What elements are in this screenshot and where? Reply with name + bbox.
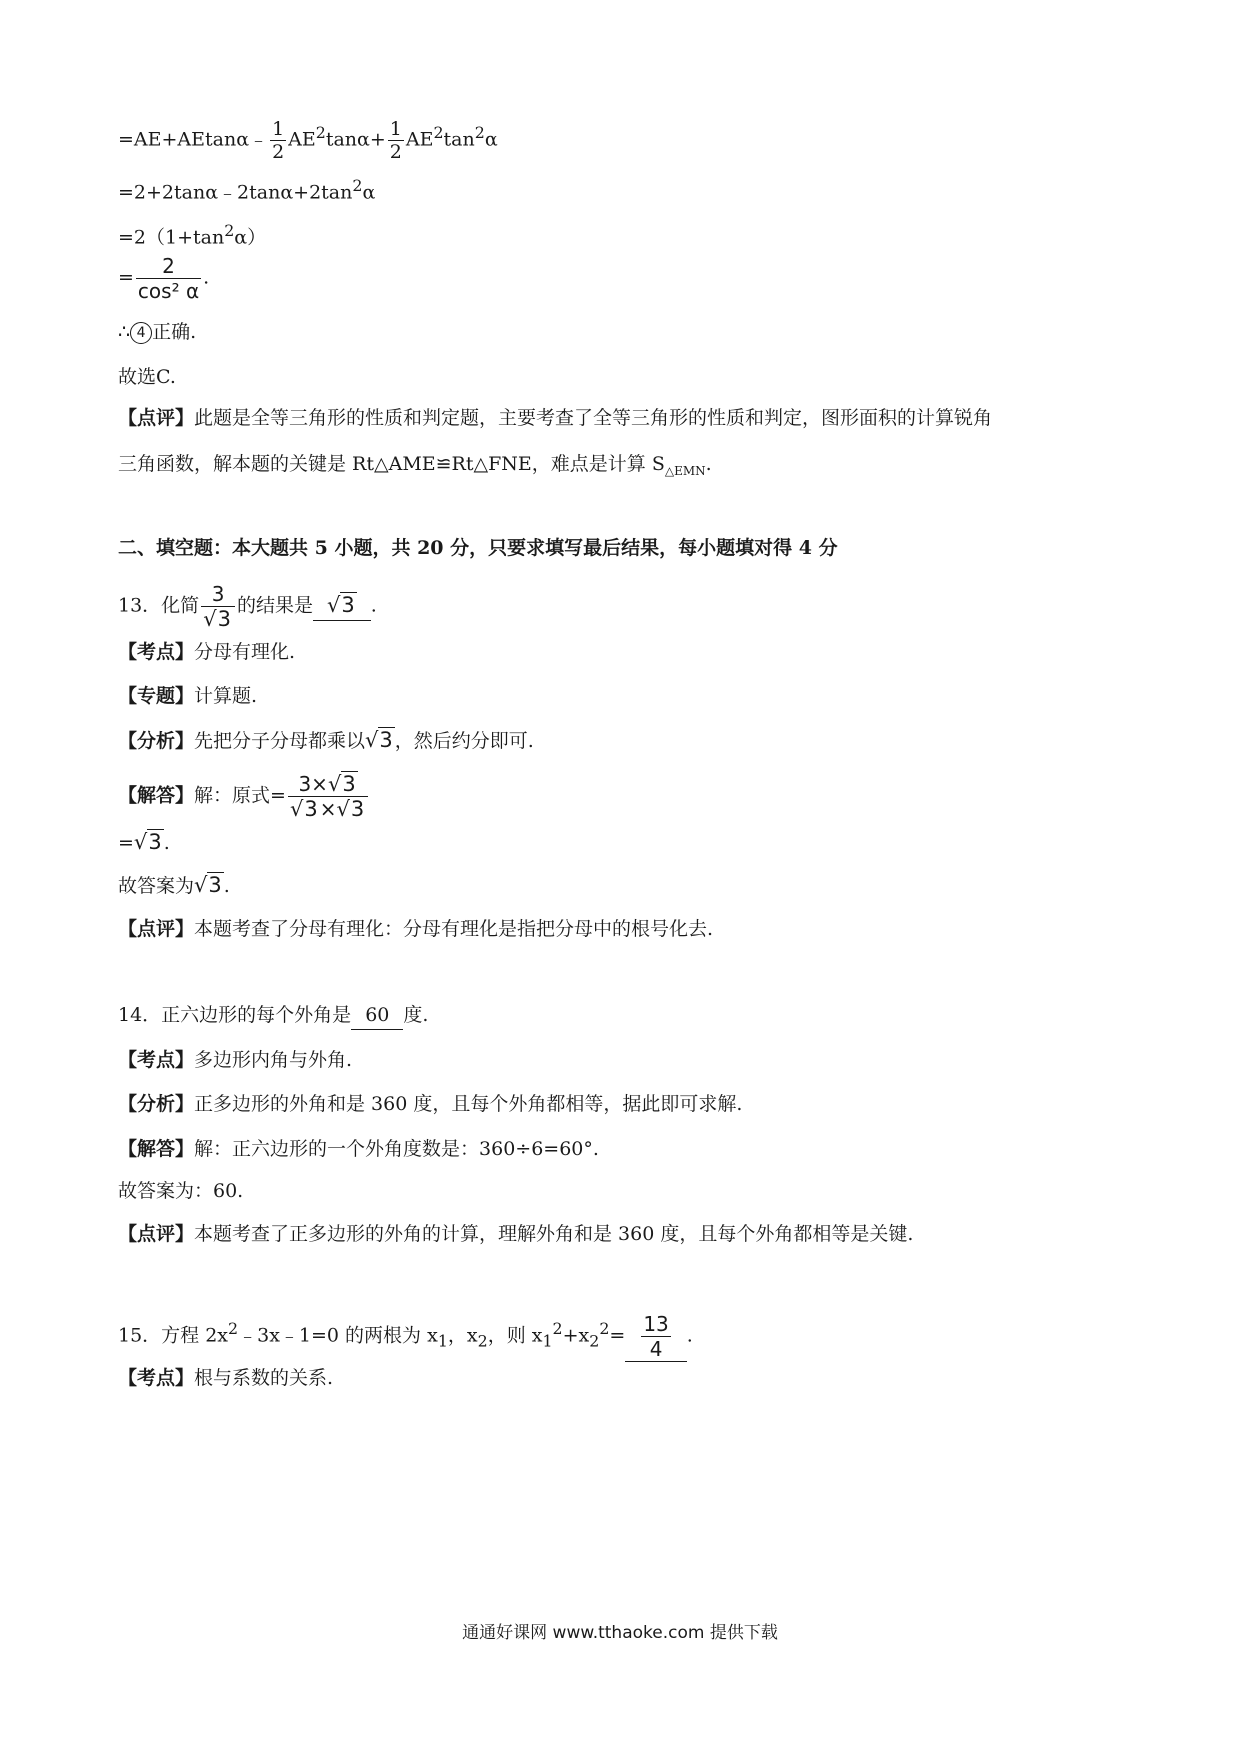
q15-stem: 15．方程 $2x^2﹣3x﹣1=0$ 的两根为 $x_1$，$x_2$，则 $x_1^2+x_2^2=$ $\frac{13}{4}$ .	[118, 1312, 693, 1361]
q13-answer-blank: √3	[313, 591, 371, 621]
q15-answer-blank	[625, 1312, 686, 1362]
q13-daan: 故答案为√3 .	[118, 873, 230, 897]
formula-line-3: $=2(1+\tan^2\alpha)$	[118, 221, 267, 249]
q14-jieda: 【解答】解：正六边形的一个外角度数是：360÷6=60°.	[118, 1138, 599, 1160]
q13-result: =√3 .	[118, 830, 170, 854]
q13-stem: 13．化简 $\frac{3}{√3}$ 的结果是 √3 .	[118, 582, 377, 631]
comment-line-1: 【点评】此题是全等三角形的性质和判定题，主要考查了全等三角形的性质和判定，图形面积的计算锐角	[118, 407, 993, 429]
formula-line-4: = $\frac{2}{\text{cos² α}}$ .	[118, 254, 210, 303]
comment-line-2: 三角函数，解本题的关键是 Rt△AME≌Rt△FNE，难点是计算 $S_{\triangle EMN}$.	[118, 453, 712, 478]
q13-fenxi: 【分析】先把分子分母都乘以√3 ，然后约分即可.	[118, 728, 534, 752]
fraction-half: $\frac{1}{2}$	[389, 118, 402, 163]
page-footer: 通通好课网 www.tthaoke.com 提供下载	[462, 1623, 778, 1643]
comment-label: 【点评】	[118, 407, 195, 429]
circled-number: 4	[130, 322, 152, 344]
q13-kaodian: 【考点】分母有理化.	[118, 641, 296, 663]
formula-line-2: $=2+2\tan\alpha﹣2\tan\alpha+2\tan^2\alpha$	[118, 176, 376, 204]
q13-jieda: 【解答】解：原式= $\frac{3\times√3}{√3 \times√3}$	[118, 772, 370, 821]
q13-jieda-fraction: $\frac{3\times√3}{√3 \times√3}$	[288, 772, 368, 821]
q13-zhuanti: 【专题】计算题.	[118, 685, 258, 707]
section-heading: 二、填空题：本大题共 5 小题，共 20 分，只要求填写最后结果，每小题填对得 4 分	[118, 537, 838, 559]
q14-kaodian: 【考点】多边形内角与外角.	[118, 1049, 353, 1071]
q14-fenxi: 【分析】正多边形的外角和是 360 度，且每个外角都相等，据此即可求解.	[118, 1093, 743, 1115]
conclusion-line: ∴ 4 正确.	[118, 321, 197, 343]
sqrt-symbol: √3	[203, 607, 231, 631]
q15-kaodian: 【考点】根与系数的关系.	[118, 1367, 334, 1389]
q14-daan: 故答案为：60.	[118, 1180, 244, 1202]
q14-dianping: 【点评】本题考查了正多边形的外角的计算，理解外角和是 360 度，且每个外角都相等是关键.	[118, 1223, 914, 1245]
formula-line-1: =AE+AEtanα﹣ $\frac{1}{2}$ $AE^2\tan\alpha+$ $\frac{1}{2}$ $AE^2\tan^2\alpha$	[118, 118, 498, 163]
fraction-cos: $\frac{2}{\text{cos² α}}$	[137, 254, 200, 303]
q13-dianping: 【点评】本题考查了分母有理化：分母有理化是指把分母中的根号化去.	[118, 918, 714, 940]
fraction-half: $\frac{1}{2}$	[272, 118, 285, 163]
choice-line: 故选C.	[118, 366, 176, 388]
q13-fraction: $\frac{3}{√3}$	[201, 582, 235, 631]
q14-stem: 14．正六边形的每个外角是 60 度.	[118, 1001, 428, 1030]
formula-text: =AE+AEtanα﹣	[118, 128, 269, 151]
q14-answer-blank: 60	[351, 1001, 403, 1030]
q15-answer-fraction: $\frac{13}{4}$	[643, 1312, 669, 1361]
